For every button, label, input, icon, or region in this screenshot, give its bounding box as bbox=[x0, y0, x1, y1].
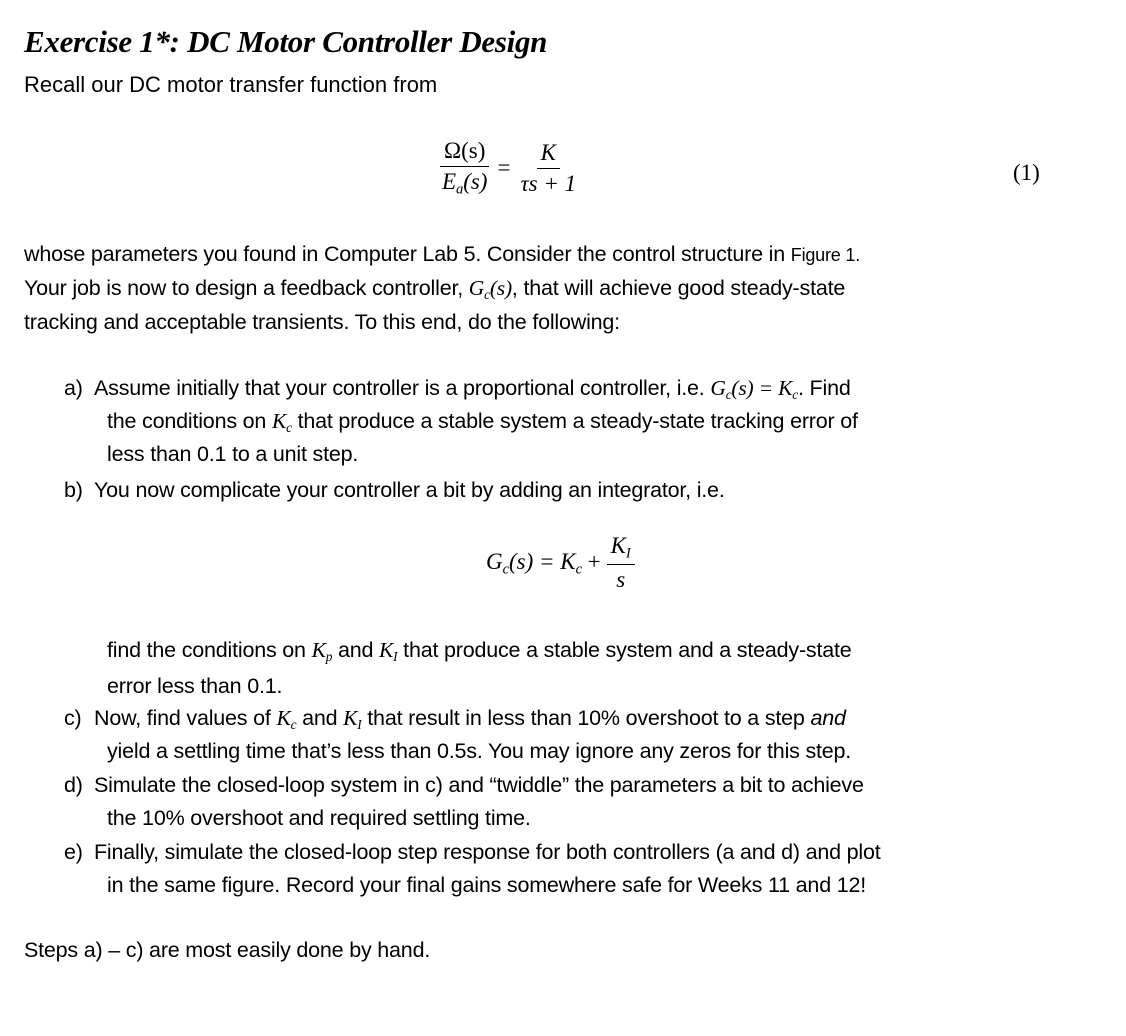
paragraph-line-1: whose parameters you found in Computer Lab 5. Consider the control structure in Figure 1. bbox=[24, 242, 861, 266]
item-e-label: e) bbox=[64, 840, 83, 864]
pi-controller-equation: $G_c(s) = K_c$ + $\frac{K_I}{s}$ bbox=[486, 533, 635, 593]
figure-reference: Figure 1. bbox=[790, 245, 861, 265]
item-a-line-1: a) Assume initially that your controller is a proportional controller, i.e. $G_c(s) = K_c$. Find bbox=[64, 376, 851, 402]
rhs-fraction: $\frac{K}{\tau s + 1}$ bbox=[520, 139, 577, 196]
item-c-line-2: yield a settling time that’s less than 0.5s. You may ignore any zeros for this step. bbox=[107, 739, 852, 763]
item-d-label: d) bbox=[64, 773, 83, 797]
lhs-fraction: $\frac{\Omega(s)}{E_a(s)}$ bbox=[442, 138, 488, 198]
item-b-line-2: find the conditions on $K_p$ and $K_I$ that produce a stable system and a steady-state bbox=[107, 638, 852, 664]
item-e-line-1: e) Finally, simulate the closed-loop step response for both controllers (a and d) and plot bbox=[64, 840, 881, 864]
transfer-function-equation bbox=[438, 138, 580, 198]
item-a-line-2: the conditions on $K_c$ that produce a stable system a steady-state tracking error of bbox=[107, 409, 858, 435]
item-e-line-2: in the same figure. Record your final gains somewhere safe for Weeks 11 and 12! bbox=[107, 873, 867, 897]
paragraph-line-3: tracking and acceptable transients. To this end, do the following: bbox=[24, 310, 620, 334]
paragraph-line-2: Your job is now to design a feedback controller, $G_c(s)$, that will achieve good steady-state bbox=[24, 276, 846, 302]
item-d-line-1: d) Simulate the closed-loop system in c) and “twiddle” the parameters a bit to achieve bbox=[64, 773, 864, 797]
item-b-label: b) bbox=[64, 478, 83, 502]
exercise-title: Exercise 1*: DC Motor Controller Design bbox=[24, 24, 548, 59]
item-c-label: c) bbox=[64, 706, 82, 730]
item-d-line-2: the 10% overshoot and required settling time. bbox=[107, 806, 531, 830]
item-c-line-1: c) Now, find values of $K_c$ and $K_I$ that result in less than 10% overshoot to a step and bbox=[64, 706, 846, 732]
item-b-line-1: b) You now complicate your controller a bit by adding an integrator, i.e. bbox=[64, 478, 725, 502]
equals-sign: = bbox=[497, 155, 511, 181]
intro-text: Recall our DC motor transfer function from bbox=[24, 72, 438, 97]
integrator-fraction: $\frac{K_I}{s}$ bbox=[607, 533, 635, 593]
item-a-line-3: less than 0.1 to a unit step. bbox=[107, 442, 359, 466]
equation-number: (1) bbox=[1013, 160, 1040, 185]
item-b-line-3: error less than 0.1. bbox=[107, 674, 283, 698]
item-a-label: a) bbox=[64, 376, 83, 400]
footer-note: Steps a) – c) are most easily done by hand. bbox=[24, 938, 431, 962]
